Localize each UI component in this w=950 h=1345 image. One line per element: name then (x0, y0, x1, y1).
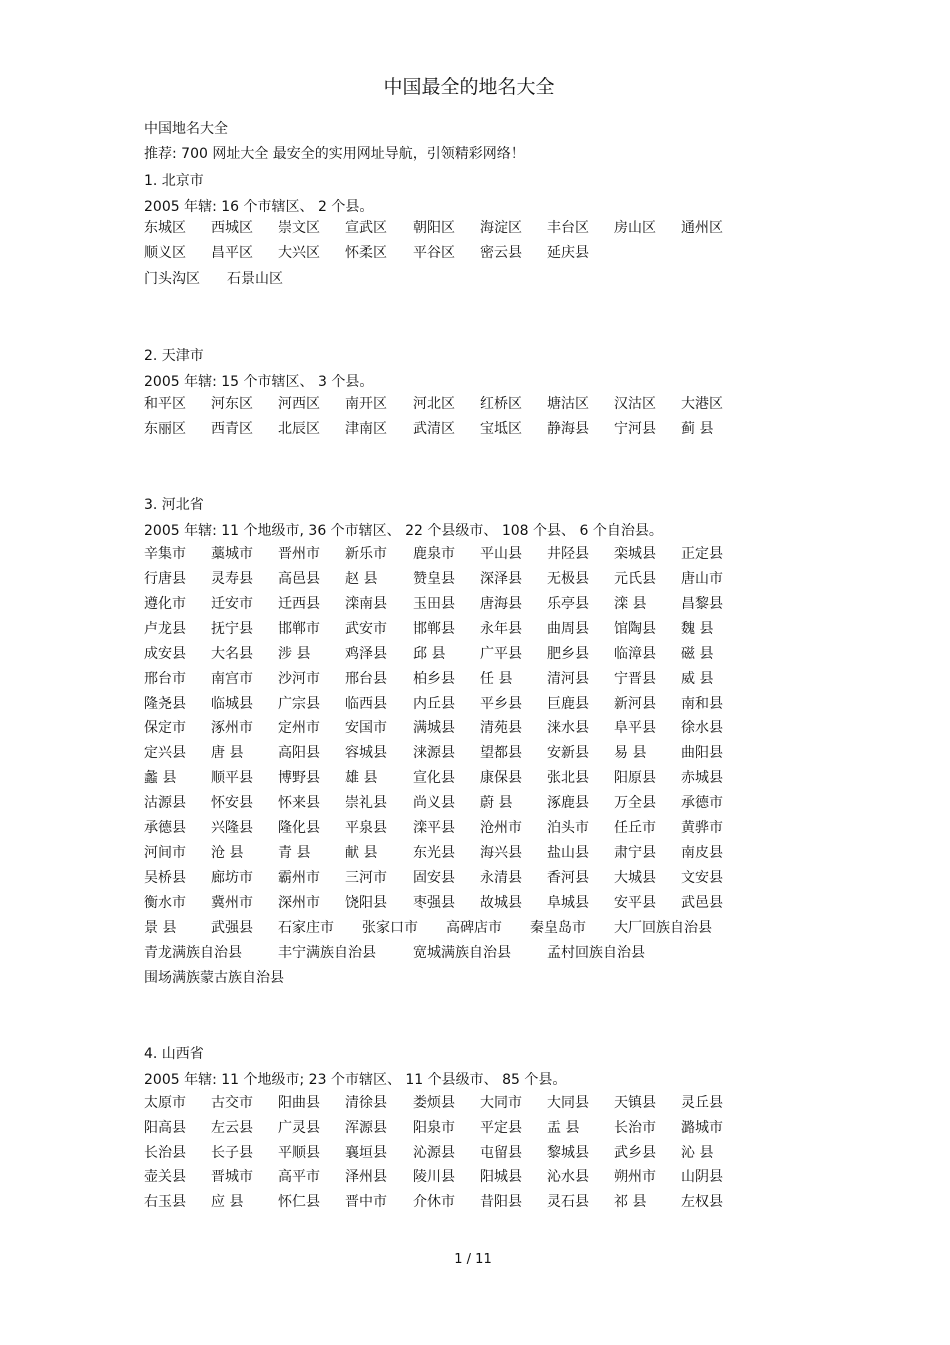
place-name: 邯郸县 (413, 621, 455, 637)
place-name: 应 县 (211, 1194, 244, 1210)
place-name: 饶阳县 (345, 895, 387, 911)
place-name: 长治市 (614, 1120, 656, 1136)
place-name: 蠡 县 (144, 770, 177, 786)
place-name: 冀州市 (211, 895, 253, 911)
page-number: 1 / 11 (454, 1252, 492, 1267)
place-name: 祁 县 (614, 1194, 647, 1210)
place-name: 阳原县 (614, 770, 656, 786)
place-name: 三河市 (345, 870, 387, 886)
place-name: 宝坻区 (480, 421, 522, 437)
place-name: 清徐县 (345, 1095, 387, 1111)
place-name: 玉田县 (413, 596, 455, 612)
place-name: 万全县 (614, 795, 656, 811)
document-title: 中国最全的地名大全 (383, 76, 555, 98)
place-name: 南开区 (345, 396, 387, 412)
place-name: 武强县 (211, 920, 253, 936)
place-name: 怀柔区 (345, 245, 387, 261)
place-name: 定州市 (278, 720, 320, 736)
place-name: 蔚 县 (480, 795, 513, 811)
place-name: 永清县 (480, 870, 522, 886)
place-name: 崇礼县 (345, 795, 387, 811)
intro-line: 中国地名大全 (144, 121, 228, 137)
place-name: 沧州市 (480, 820, 522, 836)
place-name: 威 县 (681, 671, 714, 687)
recommend-line: 推荐: 700 网址大全 最安全的实用网址导航，引领精彩网络！ (144, 146, 525, 162)
place-name: 青龙满族自治县 (144, 945, 242, 961)
section-summary: 2005 年辖: 15 个市辖区、 3 个县。 (144, 374, 374, 390)
place-name: 海淀区 (480, 220, 522, 236)
place-name: 任 县 (480, 671, 513, 687)
section-heading: 3. 河北省 (144, 497, 204, 513)
place-name: 红桥区 (480, 396, 522, 412)
place-name: 广宗县 (278, 696, 320, 712)
place-name: 盐山县 (547, 845, 589, 861)
place-name: 邢台市 (144, 671, 186, 687)
place-name: 阳泉市 (413, 1120, 455, 1136)
place-name: 巨鹿县 (547, 696, 589, 712)
place-name: 朝阳区 (413, 220, 455, 236)
place-name: 保定市 (144, 720, 186, 736)
place-name: 涉 县 (278, 646, 311, 662)
place-name: 昔阳县 (480, 1194, 522, 1210)
place-name: 新河县 (614, 696, 656, 712)
place-name: 邯郸市 (278, 621, 320, 637)
place-name: 清河县 (547, 671, 589, 687)
place-name: 正定县 (681, 546, 723, 562)
place-name: 孟村回族自治县 (547, 945, 645, 961)
place-name: 辛集市 (144, 546, 186, 562)
place-name: 顺义区 (144, 245, 186, 261)
place-name: 肥乡县 (547, 646, 589, 662)
place-name: 津南区 (345, 421, 387, 437)
place-name: 河间市 (144, 845, 186, 861)
place-name: 古交市 (211, 1095, 253, 1111)
place-name: 太原市 (144, 1095, 186, 1111)
place-name: 山阴县 (681, 1169, 723, 1185)
place-name: 迁安市 (211, 596, 253, 612)
place-name: 屯留县 (480, 1145, 522, 1161)
place-name: 大名县 (211, 646, 253, 662)
place-name: 丰台区 (547, 220, 589, 236)
place-name: 蓟 县 (681, 421, 714, 437)
place-name: 大同县 (547, 1095, 589, 1111)
place-name: 介休市 (413, 1194, 455, 1210)
place-name: 石景山区 (227, 271, 283, 287)
place-name: 东城区 (144, 220, 186, 236)
place-name: 陵川县 (413, 1169, 455, 1185)
place-name: 吴桥县 (144, 870, 186, 886)
place-name: 邢台县 (345, 671, 387, 687)
place-name: 延庆县 (547, 245, 589, 261)
place-name: 康保县 (480, 770, 522, 786)
place-name: 唐海县 (480, 596, 522, 612)
place-name: 密云县 (480, 245, 522, 261)
place-name: 徐水县 (681, 720, 723, 736)
place-name: 大兴区 (278, 245, 320, 261)
place-name: 廊坊市 (211, 870, 253, 886)
place-name: 昌黎县 (681, 596, 723, 612)
place-name: 元氏县 (614, 571, 656, 587)
place-name: 文安县 (681, 870, 723, 886)
place-name: 邱 县 (413, 646, 446, 662)
place-name: 河东区 (211, 396, 253, 412)
place-name: 黄骅市 (681, 820, 723, 836)
place-name: 平顺县 (278, 1145, 320, 1161)
place-name: 围场满族蒙古族自治县 (144, 970, 284, 986)
place-name: 石家庄市 (278, 920, 334, 936)
place-name: 怀安县 (211, 795, 253, 811)
place-name: 阳高县 (144, 1120, 186, 1136)
place-name: 右玉县 (144, 1194, 186, 1210)
place-name: 馆陶县 (614, 621, 656, 637)
place-name: 平山县 (480, 546, 522, 562)
place-name: 隆化县 (278, 820, 320, 836)
place-name: 赞皇县 (413, 571, 455, 587)
place-name: 平谷区 (413, 245, 455, 261)
place-name: 平泉县 (345, 820, 387, 836)
place-name: 朔州市 (614, 1169, 656, 1185)
place-name: 武乡县 (614, 1145, 656, 1161)
place-name: 涿鹿县 (547, 795, 589, 811)
place-name: 临城县 (211, 696, 253, 712)
place-name: 大厂回族自治县 (614, 920, 712, 936)
place-name: 灵石县 (547, 1194, 589, 1210)
place-name: 沁 县 (681, 1145, 714, 1161)
place-name: 河西区 (278, 396, 320, 412)
section-summary: 2005 年辖: 16 个市辖区、 2 个县。 (144, 199, 374, 215)
place-name: 宁河县 (614, 421, 656, 437)
section-heading: 4. 山西省 (144, 1046, 204, 1062)
place-name: 灵寿县 (211, 571, 253, 587)
place-name: 大同市 (480, 1095, 522, 1111)
place-name: 塘沽区 (547, 396, 589, 412)
place-name: 沽源县 (144, 795, 186, 811)
place-name: 鸡泽县 (345, 646, 387, 662)
place-name: 河北区 (413, 396, 455, 412)
place-name: 固安县 (413, 870, 455, 886)
place-name: 赤城县 (681, 770, 723, 786)
place-name: 长子县 (211, 1145, 253, 1161)
place-name: 成安县 (144, 646, 186, 662)
place-name: 满城县 (413, 720, 455, 736)
place-name: 阳城县 (480, 1169, 522, 1185)
place-name: 西城区 (211, 220, 253, 236)
place-name: 井陉县 (547, 546, 589, 562)
place-name: 行唐县 (144, 571, 186, 587)
place-name: 灵丘县 (681, 1095, 723, 1111)
place-name: 左权县 (681, 1194, 723, 1210)
place-name: 阜平县 (614, 720, 656, 736)
place-name: 宣武区 (345, 220, 387, 236)
place-name: 深州市 (278, 895, 320, 911)
place-name: 望都县 (480, 745, 522, 761)
place-name: 丰宁满族自治县 (278, 945, 376, 961)
place-name: 涿州市 (211, 720, 253, 736)
place-name: 晋中市 (345, 1194, 387, 1210)
place-name: 平定县 (480, 1120, 522, 1136)
place-name: 安平县 (614, 895, 656, 911)
place-name: 怀仁县 (278, 1194, 320, 1210)
place-name: 深泽县 (480, 571, 522, 587)
place-name: 无极县 (547, 571, 589, 587)
place-name: 晋城市 (211, 1169, 253, 1185)
place-name: 安新县 (547, 745, 589, 761)
place-name: 任丘市 (614, 820, 656, 836)
place-name: 崇文区 (278, 220, 320, 236)
place-name: 宽城满族自治县 (413, 945, 511, 961)
place-name: 内丘县 (413, 696, 455, 712)
place-name: 清苑县 (480, 720, 522, 736)
place-name: 涞水县 (547, 720, 589, 736)
place-name: 曲周县 (547, 621, 589, 637)
place-name: 平乡县 (480, 696, 522, 712)
place-name: 潞城市 (681, 1120, 723, 1136)
place-name: 献 县 (345, 845, 378, 861)
place-name: 柏乡县 (413, 671, 455, 687)
place-name: 大城县 (614, 870, 656, 886)
place-name: 武安市 (345, 621, 387, 637)
place-name: 魏 县 (681, 621, 714, 637)
place-name: 汉沽区 (614, 396, 656, 412)
place-name: 泊头市 (547, 820, 589, 836)
place-name: 昌平区 (211, 245, 253, 261)
place-name: 唐 县 (211, 745, 244, 761)
place-name: 临漳县 (614, 646, 656, 662)
place-name: 武邑县 (681, 895, 723, 911)
place-name: 泽州县 (345, 1169, 387, 1185)
place-name: 临西县 (345, 696, 387, 712)
place-name: 张家口市 (362, 920, 418, 936)
place-name: 张北县 (547, 770, 589, 786)
place-name: 藁城市 (211, 546, 253, 562)
place-name: 和平区 (144, 396, 186, 412)
place-name: 易 县 (614, 745, 647, 761)
place-name: 兴隆县 (211, 820, 253, 836)
place-name: 新乐市 (345, 546, 387, 562)
place-name: 广平县 (480, 646, 522, 662)
place-name: 娄烦县 (413, 1095, 455, 1111)
place-name: 磁 县 (681, 646, 714, 662)
place-name: 永年县 (480, 621, 522, 637)
place-name: 宁晋县 (614, 671, 656, 687)
place-name: 盂 县 (547, 1120, 580, 1136)
place-name: 高阳县 (278, 745, 320, 761)
place-name: 唐山市 (681, 571, 723, 587)
place-name: 抚宁县 (211, 621, 253, 637)
place-name: 定兴县 (144, 745, 186, 761)
place-name: 赵 县 (345, 571, 378, 587)
place-name: 霸州市 (278, 870, 320, 886)
place-name: 海兴县 (480, 845, 522, 861)
place-name: 通州区 (681, 220, 723, 236)
place-name: 壶关县 (144, 1169, 186, 1185)
place-name: 肃宁县 (614, 845, 656, 861)
place-name: 遵化市 (144, 596, 186, 612)
place-name: 黎城县 (547, 1145, 589, 1161)
place-name: 衡水市 (144, 895, 186, 911)
place-name: 沙河市 (278, 671, 320, 687)
place-name: 曲阳县 (681, 745, 723, 761)
place-name: 静海县 (547, 421, 589, 437)
section-summary: 2005 年辖: 11 个地级市, 36 个市辖区、 22 个县级市、 108 个县、 6 个自治县。 (144, 523, 663, 539)
place-name: 阳曲县 (278, 1095, 320, 1111)
place-name: 卢龙县 (144, 621, 186, 637)
section-heading: 2. 天津市 (144, 348, 204, 364)
place-name: 青 县 (278, 845, 311, 861)
place-name: 乐亭县 (547, 596, 589, 612)
place-name: 长治县 (144, 1145, 186, 1161)
place-name: 鹿泉市 (413, 546, 455, 562)
place-name: 栾城县 (614, 546, 656, 562)
place-name: 秦皇岛市 (530, 920, 586, 936)
place-name: 襄垣县 (345, 1145, 387, 1161)
place-name: 景 县 (144, 920, 177, 936)
place-name: 房山区 (614, 220, 656, 236)
place-name: 武清区 (413, 421, 455, 437)
place-name: 天镇县 (614, 1095, 656, 1111)
place-name: 门头沟区 (144, 271, 200, 287)
place-name: 东丽区 (144, 421, 186, 437)
place-name: 晋州市 (278, 546, 320, 562)
place-name: 香河县 (547, 870, 589, 886)
place-name: 滦平县 (413, 820, 455, 836)
place-name: 西青区 (211, 421, 253, 437)
place-name: 沧 县 (211, 845, 244, 861)
place-name: 大港区 (681, 396, 723, 412)
place-name: 故城县 (480, 895, 522, 911)
place-name: 滦 县 (614, 596, 647, 612)
place-name: 东光县 (413, 845, 455, 861)
place-name: 沁水县 (547, 1169, 589, 1185)
place-name: 南和县 (681, 696, 723, 712)
place-name: 顺平县 (211, 770, 253, 786)
place-name: 尚义县 (413, 795, 455, 811)
place-name: 左云县 (211, 1120, 253, 1136)
place-name: 安国市 (345, 720, 387, 736)
place-name: 广灵县 (278, 1120, 320, 1136)
place-name: 高邑县 (278, 571, 320, 587)
place-name: 涞源县 (413, 745, 455, 761)
place-name: 博野县 (278, 770, 320, 786)
place-name: 滦南县 (345, 596, 387, 612)
place-name: 雄 县 (345, 770, 378, 786)
place-name: 沁源县 (413, 1145, 455, 1161)
place-name: 北辰区 (278, 421, 320, 437)
place-name: 枣强县 (413, 895, 455, 911)
place-name: 隆尧县 (144, 696, 186, 712)
place-name: 迁西县 (278, 596, 320, 612)
place-name: 阜城县 (547, 895, 589, 911)
place-name: 宣化县 (413, 770, 455, 786)
place-name: 高平市 (278, 1169, 320, 1185)
place-name: 南皮县 (681, 845, 723, 861)
place-name: 怀来县 (278, 795, 320, 811)
place-name: 容城县 (345, 745, 387, 761)
place-name: 浑源县 (345, 1120, 387, 1136)
place-name: 南宫市 (211, 671, 253, 687)
place-name: 承德县 (144, 820, 186, 836)
place-name: 高碑店市 (446, 920, 502, 936)
section-heading: 1. 北京市 (144, 173, 204, 189)
section-summary: 2005 年辖: 11 个地级市; 23 个市辖区、 11 个县级市、 85 个县。 (144, 1072, 567, 1088)
place-name: 承德市 (681, 795, 723, 811)
